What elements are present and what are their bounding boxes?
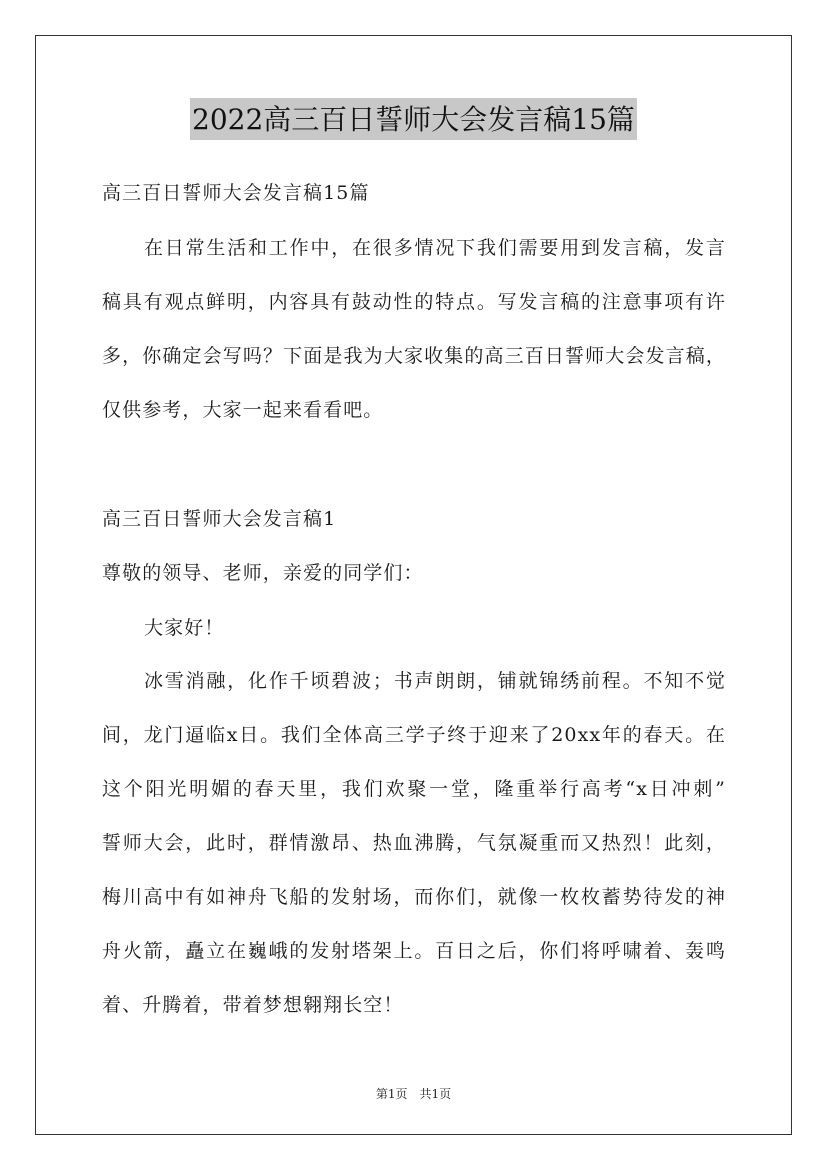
- page-number-footer: 第1页 共1页: [375, 1087, 452, 1101]
- intro-line-3: 多，你确定会写吗？下面是我为大家收集的高三百日誓师大会发言稿，: [102, 345, 726, 367]
- body-line-4: 誓师大会，此时，群情激昂、热血沸腾，气氛凝重而又热烈！此刻，: [102, 832, 726, 854]
- greeting: 大家好！: [144, 617, 225, 639]
- body-line-2: 间，龙门逼临x日。我们全体高三学子终于迎来了20xx年的春天。在: [102, 724, 726, 746]
- intro-line-4: 仅供参考，大家一起来看看吧。: [102, 399, 384, 421]
- salutation: 尊敬的领导、老师，亲爱的同学们：: [102, 562, 424, 584]
- body-line-3: 这个阳光明媚的春天里，我们欢聚一堂，隆重举行高考“x日冲刺”: [102, 778, 726, 800]
- intro-line-1: 在日常生活和工作中，在很多情况下我们需要用到发言稿，发言: [144, 237, 726, 259]
- body-line-1: 冰雪消融，化作千顷碧波；书声朗朗，铺就锦绣前程。不知不觉: [144, 670, 726, 692]
- section-heading: 高三百日誓师大会发言稿1: [102, 508, 337, 530]
- body-line-7: 着、升腾着，带着梦想翱翔长空！: [102, 994, 404, 1016]
- body-line-6: 舟火箭，矗立在巍峨的发射塔架上。百日之后，你们将呼啸着、轰鸣: [102, 940, 726, 962]
- title-container: [0, 98, 827, 140]
- document-subtitle: 高三百日誓师大会发言稿15篇: [102, 182, 370, 204]
- body-line-5: 梅川高中有如神舟飞船的发射场，而你们，就像一枚枚蓄势待发的神: [102, 886, 726, 908]
- document-title: 2022高三百日誓师大会发言稿15篇: [190, 98, 637, 140]
- intro-line-2: 稿具有观点鲜明，内容具有鼓动性的特点。写发言稿的注意事项有许: [102, 291, 726, 313]
